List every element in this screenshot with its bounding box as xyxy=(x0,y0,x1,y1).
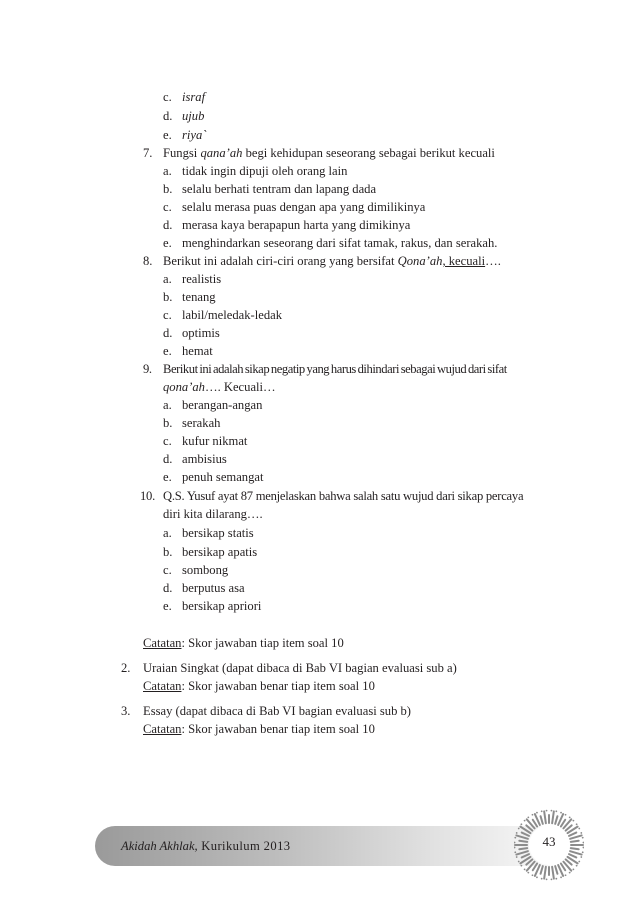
sunburst-dot xyxy=(551,810,553,812)
sunburst-dot xyxy=(578,828,580,830)
sunburst-ray xyxy=(561,820,565,827)
sunburst-ray xyxy=(544,867,546,879)
sunburst-dot xyxy=(578,861,580,863)
sunburst-ray xyxy=(516,835,528,838)
sunburst-dot xyxy=(576,823,578,825)
sunburst-ray xyxy=(555,866,557,874)
sunburst-dot xyxy=(518,861,520,863)
sunburst-dot xyxy=(551,879,553,881)
sunburst-ray xyxy=(541,816,543,824)
q8-option-c: c. labil/meledak-ledak xyxy=(163,308,283,322)
sunburst-dot xyxy=(576,865,578,867)
sunburst-dot xyxy=(560,876,562,878)
q8-stem: 8. Berikut ini adalah ciri-ciri orang yang bersifat Qona’ah, kecuali…. xyxy=(143,254,501,268)
q10-option-b: b. bersikap apatis xyxy=(163,545,258,559)
sunburst-dot xyxy=(516,832,518,834)
sunburst-dot xyxy=(560,812,562,814)
sunburst-dot xyxy=(514,851,516,853)
q8-option-b: b. tenang xyxy=(163,290,216,304)
sunburst-dot xyxy=(541,878,543,880)
q9-stem-line2: qona’ah…. Kecuali… xyxy=(163,380,276,394)
page-number: 43 xyxy=(542,834,556,849)
sunburst-ray xyxy=(522,854,529,857)
section-2-note: Catatan: Skor jawaban benar tiap item soal 10 xyxy=(143,679,375,693)
sunburst-ray xyxy=(571,848,579,849)
q7-option-c: c. selalu merasa puas dengan apa yang dimilikinya xyxy=(163,200,426,214)
sunburst-dot xyxy=(527,816,529,818)
sunburst-ray xyxy=(519,848,527,849)
sunburst-dot xyxy=(582,837,584,839)
sunburst-ray xyxy=(522,833,529,836)
sunburst-ray xyxy=(569,854,576,857)
q10-option-c: c. sombong xyxy=(163,563,229,577)
q9-stem-line1: 9. Berikut ini adalah sikap negatip yang harus dihindari sebagai wujud dari sifat xyxy=(143,362,507,376)
q7-option-d: d. merasa kaya berapapun harta yang dimikinya xyxy=(163,218,411,232)
sunburst-dot xyxy=(514,842,515,844)
section-2-title: 2. Uraian Singkat (dapat dibaca di Bab VI bagian evaluasi sub a) xyxy=(121,661,457,675)
sunburst-ray xyxy=(544,811,546,823)
sunburst-dot xyxy=(580,856,582,858)
note-section-1: Catatan: Skor jawaban tiap item soal 10 xyxy=(143,636,344,650)
q6-option-d: d. ujub xyxy=(163,109,205,123)
footer-book-title: Akidah Akhlak, Kurikulum 2013 xyxy=(121,839,291,853)
section-3-title: 3. Essay (dapat dibaca di Bab VI bagian evaluasi sub b) xyxy=(121,704,412,718)
sunburst-dot xyxy=(546,810,548,812)
sunburst-dot xyxy=(555,878,557,880)
sunburst-dot xyxy=(532,874,534,876)
sunburst-ray xyxy=(533,864,537,871)
q8-option-d: d. optimis xyxy=(163,326,220,340)
sunburst-dot xyxy=(580,832,582,834)
sunburst-dot xyxy=(546,879,548,881)
q10-stem-line2: diri kita dilarang…. xyxy=(163,507,263,521)
q7-option-a: a. tidak ingin dipuji oleh orang lain xyxy=(163,164,348,178)
sunburst-ray xyxy=(516,851,528,854)
sunburst-dot xyxy=(516,856,518,858)
sunburst-dot xyxy=(518,828,520,830)
sunburst-ray xyxy=(541,866,543,874)
q7-option-e: e. menghindarkan seseorang dari sifat tamak, rakus, dan serakah. xyxy=(163,236,498,250)
q9-option-d: d. ambisius xyxy=(163,452,227,466)
sunburst-dot xyxy=(583,847,584,849)
sunburst-dot xyxy=(565,814,567,816)
sunburst-dot xyxy=(524,820,526,822)
sunburst-dot xyxy=(536,812,538,814)
sunburst-dot xyxy=(541,810,543,812)
q10-option-e: e. bersikap apriori xyxy=(163,599,262,613)
q10-option-d: d. berputus asa xyxy=(163,581,245,595)
sunburst-ray xyxy=(570,835,582,838)
sunburst-dot xyxy=(583,842,584,844)
sunburst-ray xyxy=(533,820,537,827)
q7-option-b: b. selalu berhati tentram dan lapang dada xyxy=(163,182,377,196)
q9-option-c: c. kufur nikmat xyxy=(163,434,248,448)
sunburst-dot xyxy=(569,872,571,874)
q8-option-a: a. realistis xyxy=(163,272,222,286)
sunburst-dot xyxy=(527,872,529,874)
sunburst-dot xyxy=(520,865,522,867)
q9-option-e: e. penuh semangat xyxy=(163,470,264,484)
q9-option-a: a. berangan-angan xyxy=(163,398,263,412)
q7-stem: 7. Fungsi qana’ah begi kehidupan seseorang sebagai berikut kecuali xyxy=(143,146,495,160)
sunburst-dot xyxy=(555,810,557,812)
q10-option-a: a. bersikap statis xyxy=(163,526,254,540)
sunburst-ray xyxy=(552,811,554,823)
q6-option-e: e. riya` xyxy=(163,128,207,142)
sunburst-ray xyxy=(569,833,576,836)
sunburst-dot xyxy=(520,823,522,825)
sunburst-dot xyxy=(565,874,567,876)
sunburst-ray xyxy=(571,841,579,842)
section-3-note: Catatan: Skor jawaban benar tiap item soal 10 xyxy=(143,722,375,736)
sunburst-dot xyxy=(572,820,574,822)
sunburst-dot xyxy=(514,837,516,839)
sunburst-ray xyxy=(552,867,554,879)
sunburst-dot xyxy=(572,868,574,870)
sunburst-dot xyxy=(536,876,538,878)
q6-option-c: c. israf xyxy=(163,90,206,104)
sunburst-dot xyxy=(514,847,515,849)
q8-option-e: e. hemat xyxy=(163,344,213,358)
sunburst-ray xyxy=(555,816,557,824)
sunburst-ray xyxy=(561,864,565,871)
sunburst-dot xyxy=(582,851,584,853)
sunburst-dot xyxy=(532,814,534,816)
q9-option-b: b. serakah xyxy=(163,416,221,430)
q10-stem-line1: 10. Q.S. Yusuf ayat 87 menjelaskan bahwa salah satu wujud dari sikap percaya xyxy=(140,489,524,503)
sunburst-ray xyxy=(570,851,582,854)
sunburst-dot xyxy=(524,868,526,870)
sunburst-ray xyxy=(519,841,527,842)
sunburst-dot xyxy=(569,816,571,818)
